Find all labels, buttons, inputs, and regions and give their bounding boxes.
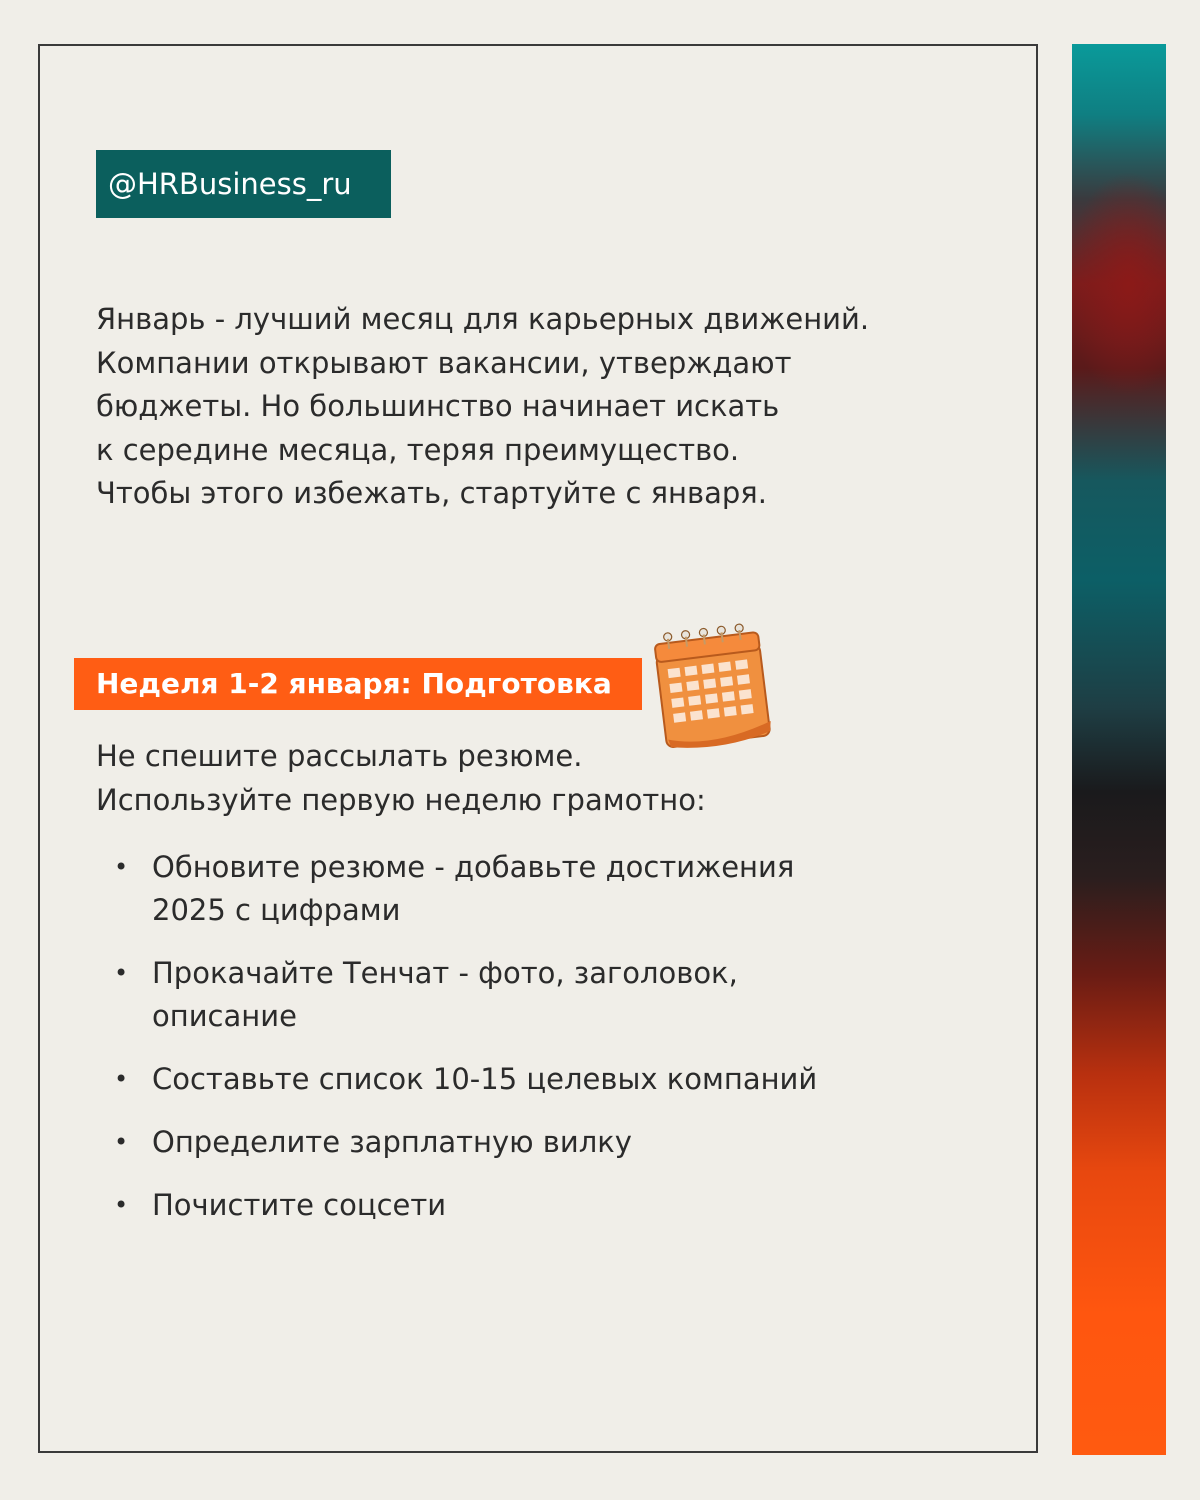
intro-line: Компании открывают вакансии, утверждают — [96, 345, 792, 380]
decorative-gradient-bar — [1072, 44, 1166, 1455]
bullet-icon: • — [114, 853, 129, 881]
list-item-text: Обновите резюме - добавьте достижения 2025 с цифрами — [152, 850, 795, 927]
subtitle-line: Используйте первую неделю грамотно: — [96, 783, 706, 817]
list-item — [114, 1058, 994, 1101]
intro-paragraph — [96, 298, 996, 516]
intro-line: Чтобы этого избежать, стартуйте с января. — [96, 476, 767, 510]
list-item — [114, 846, 994, 932]
list-item — [114, 952, 994, 1038]
account-handle: @HRBusiness_ru — [96, 150, 391, 218]
intro-line: Январь - лучший месяц для карьерных движений. — [96, 302, 870, 336]
list-item-text: Определите зарплатную вилку — [152, 1125, 632, 1159]
intro-line: бюджеты. Но большинство начинает искать — [96, 389, 780, 423]
intro-line: к середине месяца, теряя преимущество. — [96, 432, 740, 467]
list-item — [114, 1121, 994, 1164]
bullet-icon: • — [114, 1191, 129, 1219]
section-subtitle — [96, 734, 996, 822]
list-item-text: Почистите соцсети — [152, 1188, 447, 1222]
section-title: Неделя 1-2 января: Подготовка — [74, 658, 642, 710]
bullet-icon: • — [114, 1128, 129, 1156]
list-item — [114, 1184, 994, 1227]
list-item-text: Прокачайте Тенчат - фото, заголовок, описание — [152, 956, 738, 1033]
bullet-icon: • — [114, 1065, 129, 1093]
bullet-icon: • — [114, 959, 129, 987]
subtitle-line: Не спешите рассылать резюме. — [96, 739, 583, 773]
checklist — [114, 846, 994, 1247]
list-item-text: Составьте список 10-15 целевых компаний — [152, 1062, 818, 1096]
